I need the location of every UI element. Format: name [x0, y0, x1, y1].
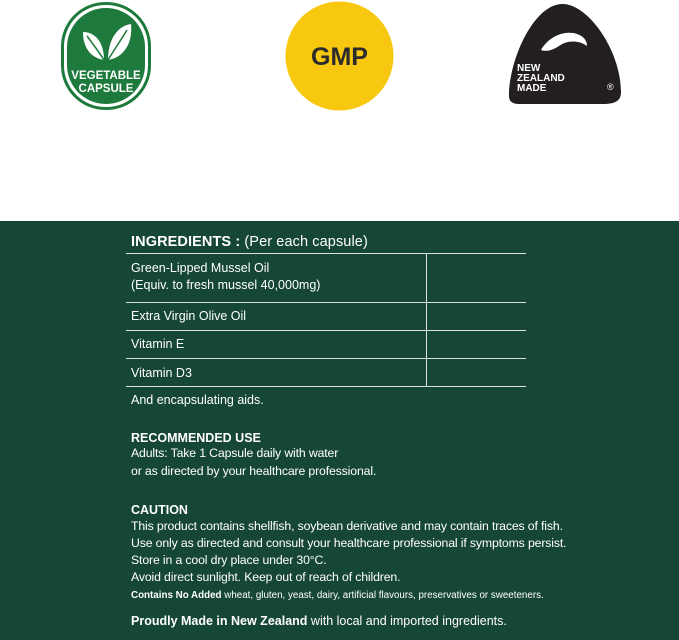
table-divider: [426, 331, 427, 358]
table-divider: [426, 359, 427, 386]
ingredient-name: Vitamin D3: [131, 366, 192, 380]
contains-no-added-list: wheat, gluten, yeast, dairy, artificial flavours, preservatives or sweeteners.: [221, 590, 544, 601]
caution-line4: Avoid direct sunlight. Keep out of reach of children.: [131, 570, 401, 584]
ingredients-heading: INGREDIENTS :: [131, 234, 241, 250]
gmp-badge: [285, 1, 394, 111]
table-divider: [426, 303, 427, 330]
ingredient-name: Green-Lipped Mussel Oil: [131, 261, 270, 275]
capsule-label: CAPSULE: [78, 83, 134, 95]
caution-title: CAUTION: [131, 503, 188, 517]
vegetable-capsule-badge: [61, 2, 151, 110]
recommended-use-line2: or as directed by your healthcare professional.: [131, 464, 377, 478]
ingredients-title: [131, 234, 368, 250]
info-panel: [0, 221, 679, 640]
gmp-label: GMP: [311, 43, 368, 71]
ingredient-row: [126, 331, 526, 359]
table-divider: [426, 254, 427, 302]
caution-line2: Use only as directed and consult your healthcare professional if symptoms persist.: [131, 536, 567, 550]
nz-label-zealand: ZEALAND: [517, 73, 565, 84]
contains-no-added: [131, 590, 544, 601]
registered-mark: ®: [607, 82, 614, 92]
ingredients-table: [126, 253, 526, 387]
ingredient-row: [126, 359, 526, 387]
nz-label-new: NEW: [517, 63, 541, 74]
contains-no-added-label: Contains No Added: [131, 590, 222, 601]
vegetable-label: VEGETABLE: [71, 70, 141, 82]
ingredient-name: Vitamin E: [131, 337, 185, 351]
ingredient-name: Extra Virgin Olive Oil: [131, 309, 247, 323]
ingredients-per-capsule: (Per each capsule): [240, 234, 368, 250]
ingredient-note: (Equiv. to fresh mussel 40,000mg): [131, 278, 321, 292]
ingredient-row: [126, 303, 526, 331]
nz-label-made: MADE: [517, 83, 547, 94]
caution-line3: Store in a cool dry place under 30°C.: [131, 553, 327, 567]
made-in-rest: with local and imported ingredients.: [307, 614, 507, 628]
badge-area: [0, 0, 679, 221]
encapsulating-aids: And encapsulating aids.: [131, 393, 264, 407]
made-in-label: Proudly Made in New Zealand: [131, 614, 308, 628]
ingredient-row: [126, 254, 526, 303]
recommended-use-title: RECOMMENDED USE: [131, 431, 261, 445]
made-in-new-zealand: [131, 614, 507, 628]
recommended-use-line1: Adults: Take 1 Capsule daily with water: [131, 446, 339, 460]
caution-line1: This product contains shellfish, soybean derivative and may contain traces of fish.: [131, 519, 563, 533]
new-zealand-made-badge: [503, 0, 625, 106]
